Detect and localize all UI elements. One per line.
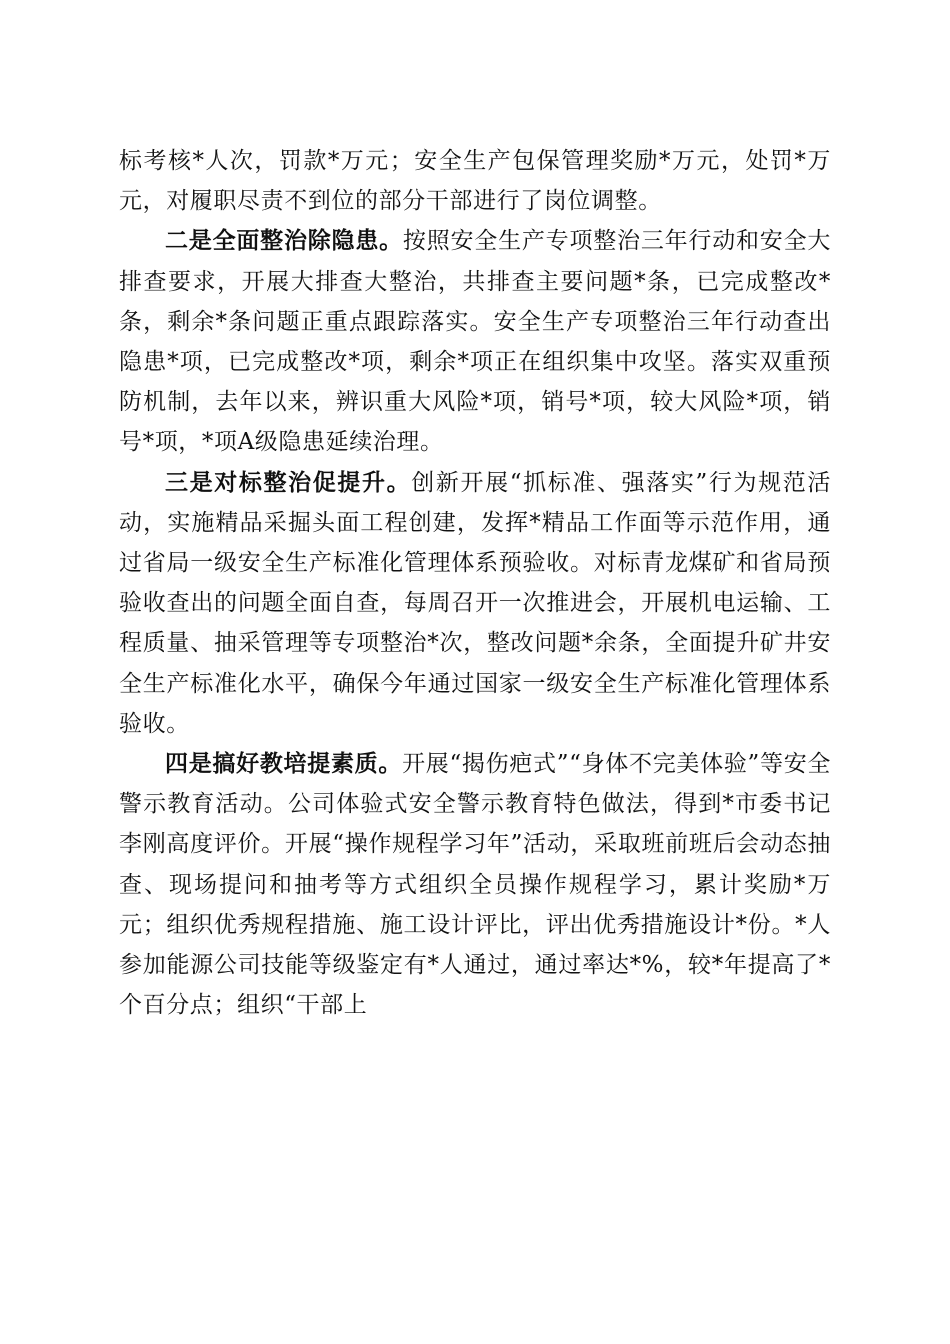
paragraph-standardization — [119, 463, 831, 744]
paragraph-text: 创新开展“抓标准、强落实”行为规范活动，实施精品采掘头面工程创建，发挥*精品工作面等示范作用，通过省局一级安全生产标准化管理体系预验收。对标青龙煤矿和省局预验收查出的问题全面自查，每周召开一次推进会，开展机电运输、工程质量、抽采管理等专项整治*次，整改问题*余条，全面提升矿井安全生产标准化水平，确保今年通过国家一级安全生产标准化管理体系验收。 — [119, 469, 831, 737]
paragraph-text: 标考核*人次，罚款*万元；安全生产包保管理奖励*万元，处罚*万元，对履职尽责不到位的部分干部进行了岗位调整。 — [119, 148, 831, 215]
paragraph-continuation — [119, 141, 831, 221]
paragraph-text: 按照安全生产专项整治三年行动和安全大排查要求，开展大排查大整治，共排查主要问题*条，已完成整改*条，剩余*条问题正重点跟踪落实。安全生产专项整治三年行动查出隐患*项，已完成整改*项，剩余*项正在组织集中攻坚。落实双重预防机制，去年以来，辨识重大风险*项，销号*项，较大风险*项，销号*项，*项A级隐患延续治理。 — [119, 228, 831, 456]
paragraph-heading: 二是全面整治除隐患。 — [165, 227, 403, 255]
paragraph-heading: 三是对标整治促提升。 — [165, 468, 412, 496]
paragraph-hazard-rectification — [119, 221, 831, 462]
paragraph-training — [119, 744, 831, 1025]
document-body — [119, 141, 831, 1025]
paragraph-heading: 四是搞好教培提素质。 — [165, 750, 403, 778]
paragraph-text: 开展“揭伤疤式”“身体不完美体验”等安全警示教育活动。公司体验式安全警示教育特色做法，得到*市委书记李刚高度评价。开展“操作规程学习年”活动，采取班前班后会动态抽查、现场提问和抽考等方式组织全员操作规程学习，累计奖励*万元；组织优秀规程措施、施工设计评比，评出优秀措施设计*份。*人参加能源公司技能等级鉴定有*人通过，通过率达*%，较*年提高了*个百分点；组织“干部上 — [119, 751, 831, 1019]
